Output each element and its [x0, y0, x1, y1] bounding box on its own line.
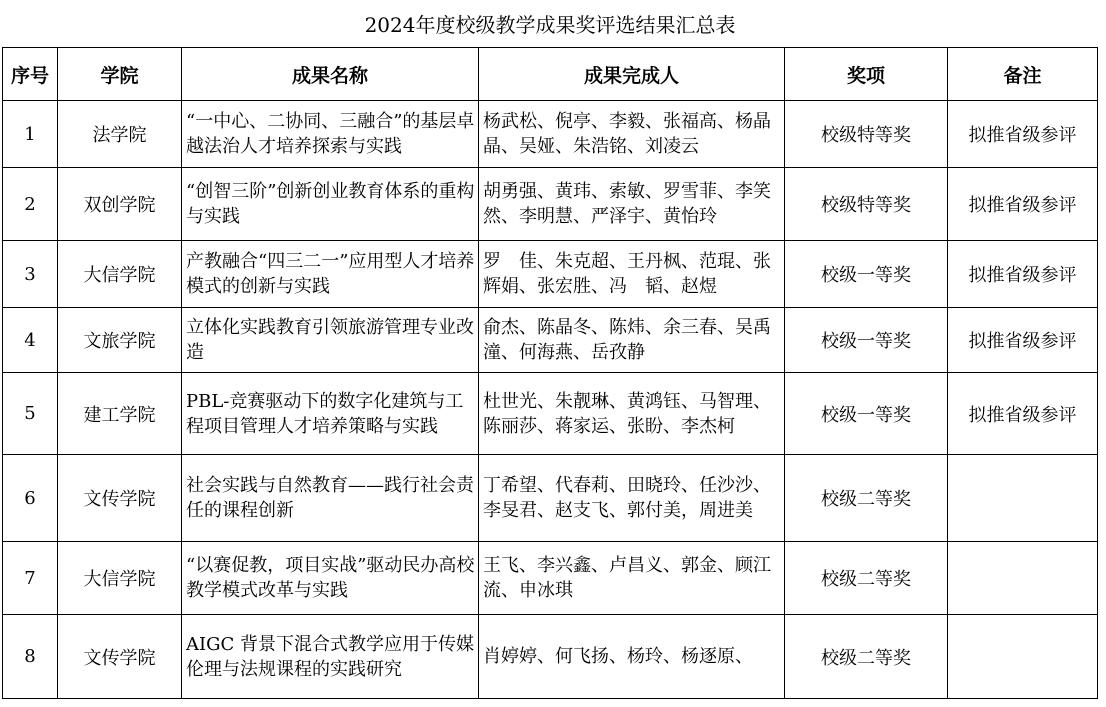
cell-no: 7	[3, 542, 58, 615]
cell-name: AIGC 背景下混合式教学应用于传媒伦理与法规课程的实践研究	[182, 615, 479, 699]
cell-no: 2	[3, 168, 58, 241]
table-row	[3, 168, 1098, 241]
cell-remark	[948, 455, 1098, 542]
cell-award: 校级二等奖	[785, 615, 948, 699]
cell-award: 校级二等奖	[785, 455, 948, 542]
cell-remark: 拟推省级参评	[948, 101, 1098, 168]
cell-remark: 拟推省级参评	[948, 241, 1098, 308]
cell-award: 校级二等奖	[785, 542, 948, 615]
cell-award: 校级一等奖	[785, 373, 948, 455]
table-row	[3, 308, 1098, 373]
cell-remark	[948, 542, 1098, 615]
cell-remark: 拟推省级参评	[948, 308, 1098, 373]
cell-award: 校级特等奖	[785, 101, 948, 168]
cell-members: 王飞、李兴鑫、卢昌义、郭金、顾江流、申冰琪	[479, 542, 785, 615]
table-title: 2024年度校级教学成果奖评选结果汇总表	[3, 0, 1098, 48]
cell-college: 法学院	[58, 101, 182, 168]
cell-college: 大信学院	[58, 542, 182, 615]
cell-members: 罗 佳、朱克超、王丹枫、范琨、张辉娟、张宏胜、冯 韬、赵煜	[479, 241, 785, 308]
header-college: 学院	[58, 48, 182, 101]
cell-name: 社会实践与自然教育——践行社会责任的课程创新	[182, 455, 479, 542]
cell-members: 丁希望、代春莉、田晓玲、任沙沙、李旻君、赵支飞、郭付美，周进美	[479, 455, 785, 542]
cell-name: 产教融合“四三二一”应用型人才培养模式的创新与实践	[182, 241, 479, 308]
cell-no: 1	[3, 101, 58, 168]
header-row	[3, 48, 1098, 101]
cell-college: 大信学院	[58, 241, 182, 308]
table-row	[3, 241, 1098, 308]
header-award: 奖项	[785, 48, 948, 101]
header-no: 序号	[3, 48, 58, 101]
cell-name: “创智三阶”创新创业教育体系的重构与实践	[182, 168, 479, 241]
cell-name: “一中心、二协同、三融合”的基层卓越法治人才培养探索与实践	[182, 101, 479, 168]
cell-college: 文传学院	[58, 455, 182, 542]
cell-award: 校级一等奖	[785, 241, 948, 308]
table-row	[3, 542, 1098, 615]
results-table	[2, 0, 1098, 699]
cell-remark: 拟推省级参评	[948, 168, 1098, 241]
cell-college: 文传学院	[58, 615, 182, 699]
header-name: 成果名称	[182, 48, 479, 101]
cell-college: 建工学院	[58, 373, 182, 455]
cell-college: 文旅学院	[58, 308, 182, 373]
cell-no: 8	[3, 615, 58, 699]
table-row	[3, 455, 1098, 542]
cell-name: 立体化实践教育引领旅游管理专业改造	[182, 308, 479, 373]
cell-no: 3	[3, 241, 58, 308]
table-row	[3, 615, 1098, 699]
cell-no: 6	[3, 455, 58, 542]
cell-award: 校级特等奖	[785, 168, 948, 241]
cell-college: 双创学院	[58, 168, 182, 241]
cell-members: 杜世光、朱靓琳、黄鸿钰、马智理、陈丽莎、蒋家运、张盼、李杰柯	[479, 373, 785, 455]
cell-members: 胡勇强、黄玮、索敏、罗雪菲、李笑然、李明慧、严泽宇、黄怡玲	[479, 168, 785, 241]
table-row	[3, 101, 1098, 168]
cell-remark	[948, 615, 1098, 699]
table-row	[3, 373, 1098, 455]
cell-members: 俞杰、陈晶冬、陈炜、余三春、吴禹潼、何海燕、岳孜静	[479, 308, 785, 373]
cell-no: 4	[3, 308, 58, 373]
cell-remark: 拟推省级参评	[948, 373, 1098, 455]
cell-name: PBL-竞赛驱动下的数字化建筑与工程项目管理人才培养策略与实践	[182, 373, 479, 455]
cell-award: 校级一等奖	[785, 308, 948, 373]
header-remark: 备注	[948, 48, 1098, 101]
header-members: 成果完成人	[479, 48, 785, 101]
cell-members: 肖婷婷、何飞扬、杨玲、杨逐原、	[479, 615, 785, 699]
cell-name: “以赛促教，项目实战”驱动民办高校教学模式改革与实践	[182, 542, 479, 615]
cell-members: 杨武松、倪亭、李毅、张福高、杨晶晶、吴娅、朱浩铭、刘凌云	[479, 101, 785, 168]
cell-no: 5	[3, 373, 58, 455]
